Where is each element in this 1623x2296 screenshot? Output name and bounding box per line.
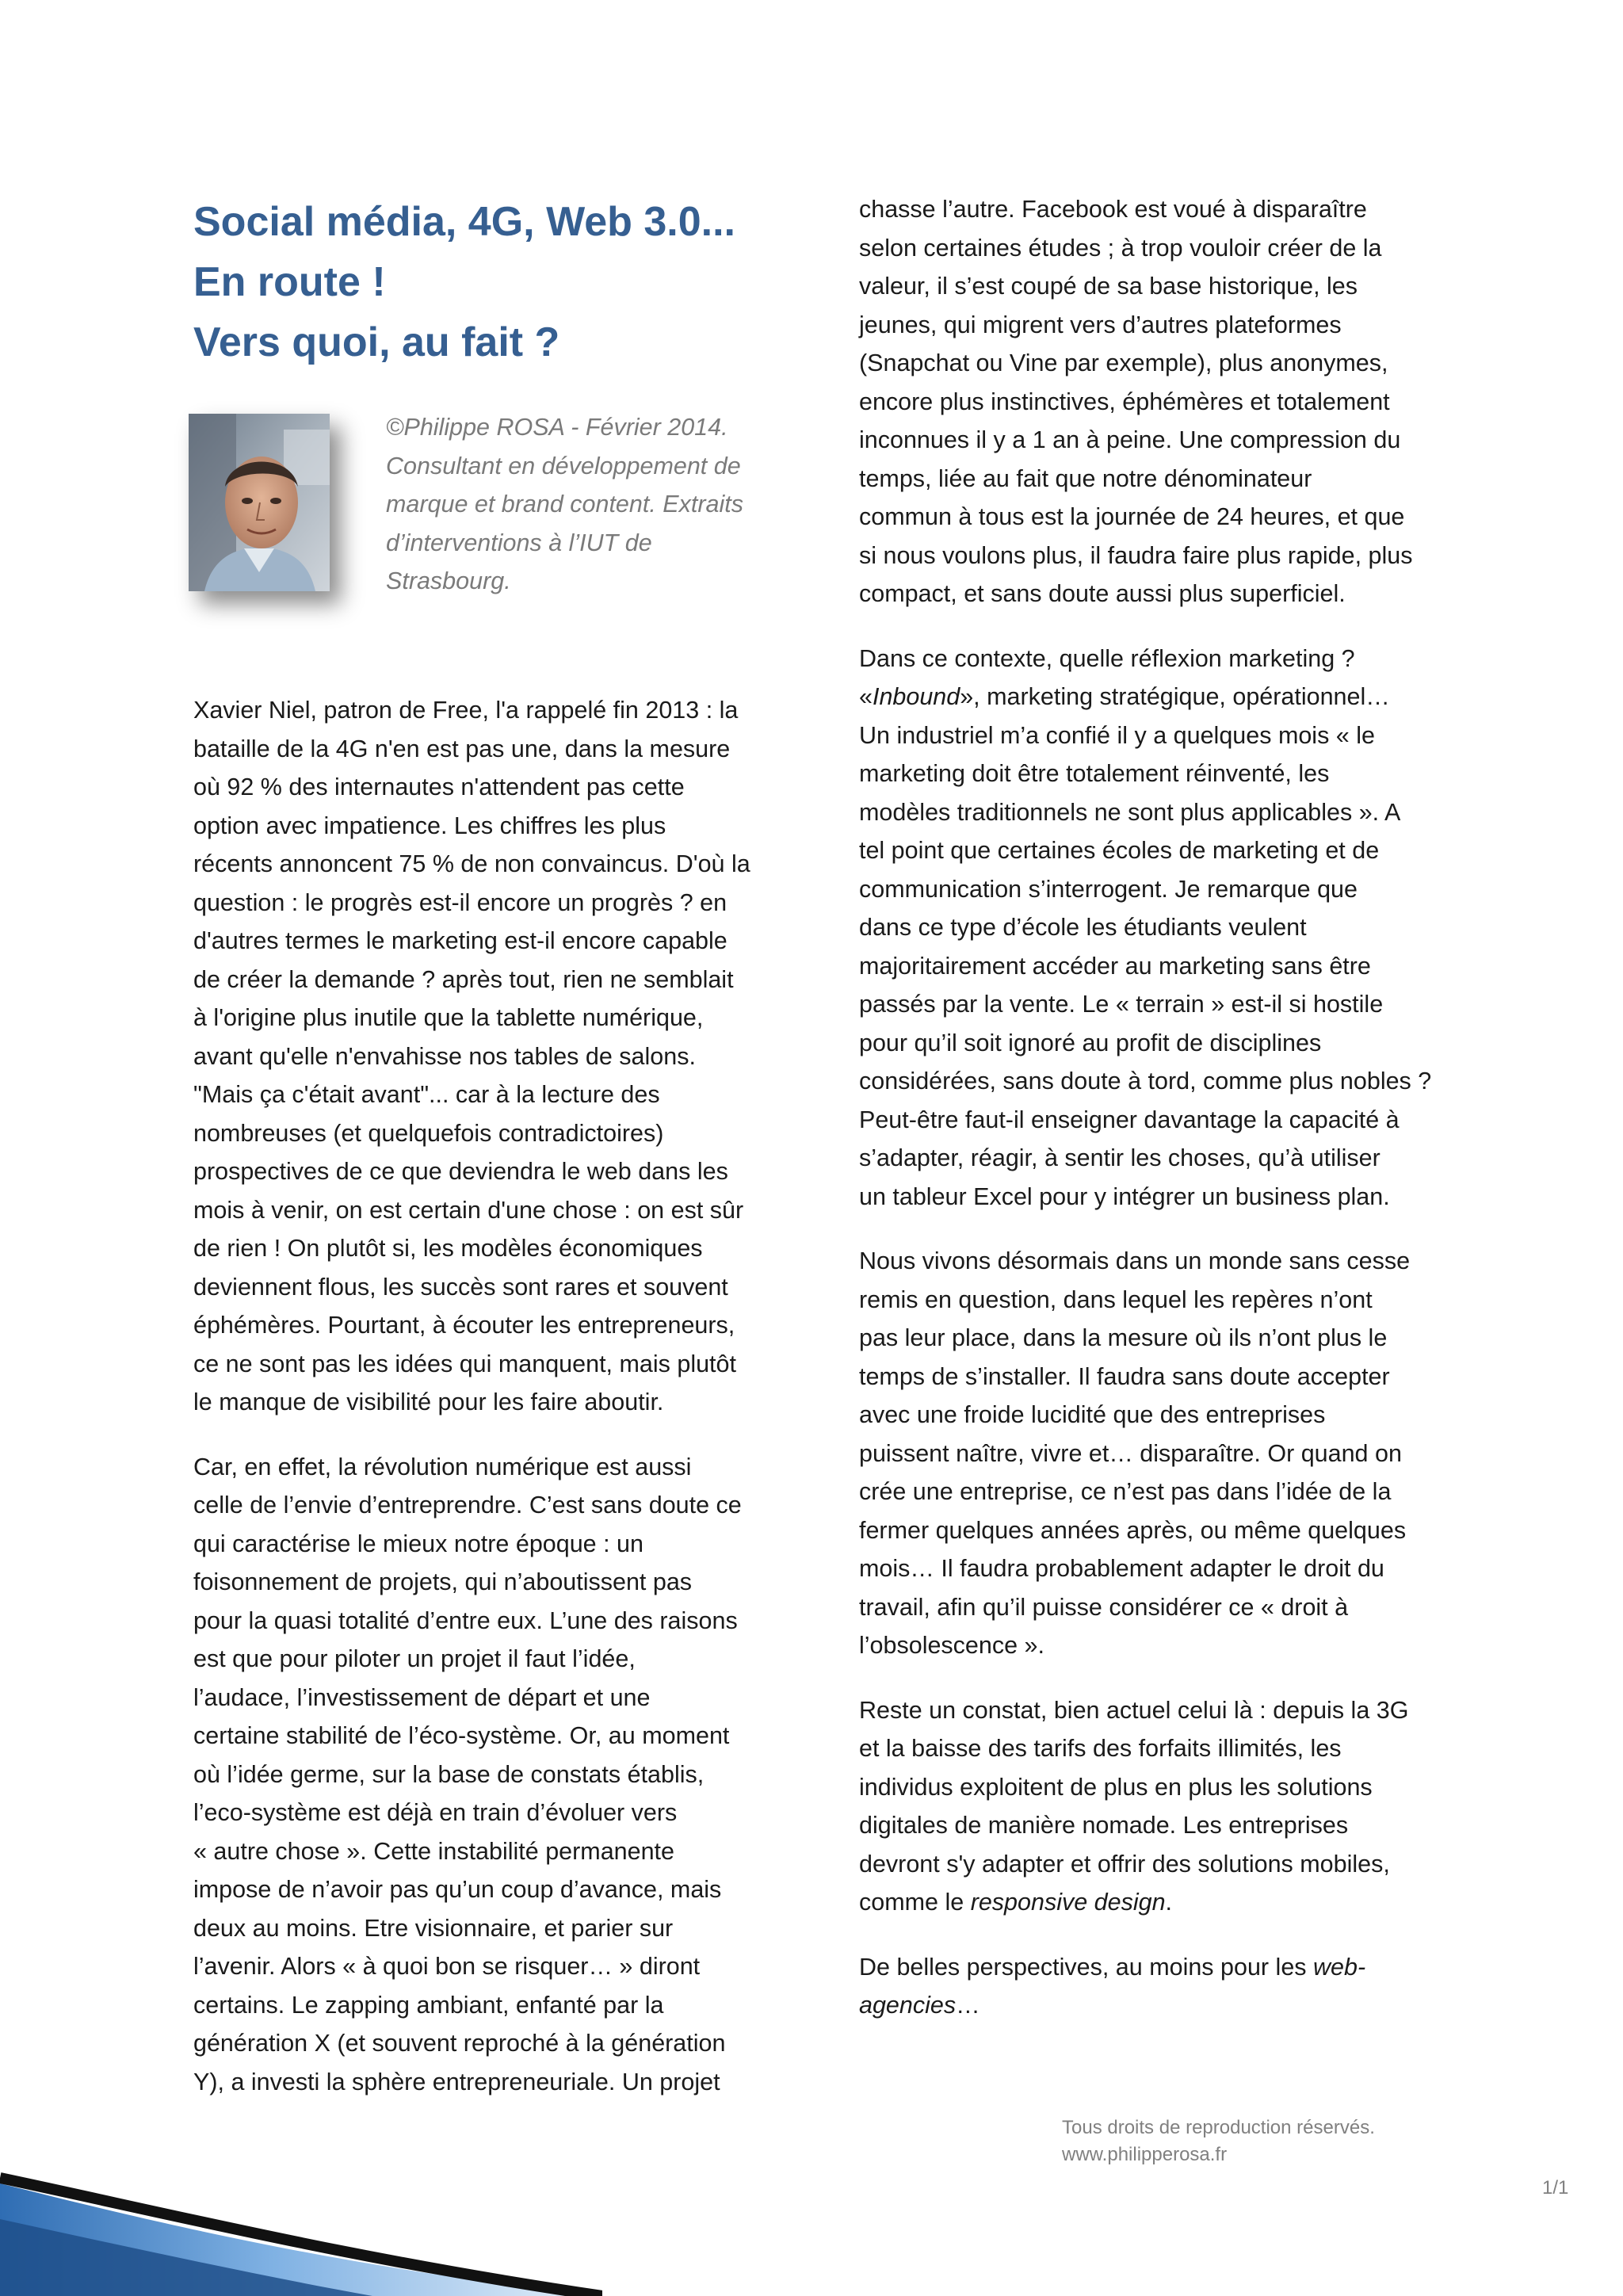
text-line: celle de l’envie d’entreprendre. C’est sans doute ce (193, 1492, 742, 1519)
text-line: récents annoncent 75 % de non convaincus. D'où la (193, 850, 750, 877)
text-line: de créer la demande ? après tout, rien ne semblait (193, 965, 734, 993)
text-line: crée une entreprise, ce n’est pas dans l’idée de la (859, 1478, 1392, 1505)
text-line: où 92 % des internautes n'attendent pas cette (193, 774, 685, 800)
text-fragment: », marketing stratégique, opérationnel… (960, 683, 1390, 710)
credit-line: d’interventions à l’IUT de (386, 529, 652, 556)
text-line: ce ne sont pas les idées qui manquent, mais plutôt (193, 1350, 736, 1377)
text-line: compact, et sans doute aussi plus superficiel. (859, 580, 1346, 607)
title-line-3: Vers quoi, au fait ? (193, 319, 560, 365)
text-line: deux au moins. Etre visionnaire, et parier sur (193, 1914, 674, 1942)
text-line: où l’idée germe, sur la base de constats établis, (193, 1760, 705, 1788)
text-line: Nous vivons désormais dans un monde sans cesse (859, 1247, 1411, 1274)
text-line: "Mais ça c'était avant"... car à la lecture des (193, 1081, 660, 1108)
text-line: « autre chose ». Cette instabilité permanente (193, 1837, 674, 1865)
text-line: valeur, il s’est coupé de sa base historique, les (859, 273, 1358, 300)
text-line: question : le progrès est-il encore un progrès ? en (193, 888, 727, 916)
title-line-1: Social média, 4G, Web 3.0... (193, 199, 735, 245)
paragraph (859, 1242, 1445, 1665)
text-line: certains. Le zapping ambiant, enfanté par la (193, 1991, 664, 2019)
text-line: d'autres termes le marketing est-il encore capable (193, 927, 727, 954)
text-line: pas leur place, dans la mesure où ils n’ont plus le (859, 1324, 1388, 1351)
right-column (859, 190, 1445, 2051)
text-line: certaine stabilité de l’éco-système. Or, au moment (193, 1722, 730, 1749)
text-line: option avec impatience. Les chiffres les plus (193, 812, 666, 839)
text-line: tel point que certaines écoles de marketing et de (859, 837, 1380, 864)
text-fragment: … (956, 1992, 980, 2019)
text-line: à l'origine plus inutile que la tablette numérique, (193, 1004, 704, 1031)
text-line: éphémères. Pourtant, à écouter les entrepreneurs, (193, 1312, 735, 1339)
footer-rights (1062, 2115, 1375, 2168)
text-line: Xavier Niel, patron de Free, l'a rappelé fin 2013 : la (193, 697, 739, 724)
credit-line: marque et brand content. Extraits (386, 491, 743, 518)
text-fragment: . (1165, 1889, 1173, 1916)
paragraph (193, 691, 780, 1422)
quote-open: « (859, 683, 873, 710)
paragraph (859, 640, 1445, 1217)
text-line (859, 1948, 1445, 1987)
text-line: considérées, sans doute à tord, comme plus nobles ? (859, 1068, 1432, 1095)
text-line: individus exploitent de plus en plus les solutions (859, 1773, 1373, 1801)
text-line: l’avenir. Alors « à quoi bon se risquer… » diront (193, 1953, 701, 1980)
text-line: qui caractérise le mieux notre époque : un (193, 1530, 643, 1557)
responsive-design-term: responsive design (970, 1889, 1166, 1916)
text-line: l’obsolescence ». (859, 1632, 1044, 1659)
text-line: génération X (et souvent reproché à la génération (193, 2030, 726, 2057)
text-line: prospectives de ce que deviendra le web dans les (193, 1158, 728, 1185)
text-line: selon certaines études ; à trop vouloir créer de la (859, 234, 1382, 262)
text-line: Dans ce contexte, quelle réflexion marketing ? (859, 644, 1355, 672)
web-agencies-term: web- (1313, 1953, 1366, 1981)
text-line: devront s'y adapter et offrir des solutions mobiles, (859, 1850, 1390, 1878)
web-agencies-term: agencies (859, 1992, 957, 2019)
inbound-term: Inbound (872, 683, 960, 710)
text-line: deviennent flous, les succès sont rares et souvent (193, 1273, 728, 1301)
decorative-swoosh (0, 2172, 602, 2296)
text-line: temps de s’installer. Il faudra sans doute accepter (859, 1362, 1390, 1390)
page-number: 1/1 (1542, 2177, 1569, 2199)
left-column (193, 691, 780, 2127)
text-line (859, 1986, 1445, 2025)
article-title (193, 192, 796, 372)
text-line: dans ce type d’école les étudiants veulent (859, 914, 1307, 941)
author-portrait-photo (189, 414, 330, 591)
text-line: passés par la vente. Le « terrain » est-il si hostile (859, 991, 1384, 1018)
text-line: nombreuses (et quelquefois contradictoires) (193, 1119, 664, 1147)
text-line: pour la quasi totalité d’entre eux. L’une des raisons (193, 1606, 738, 1634)
text-line: et la baisse des tarifs des forfaits illimités, les (859, 1735, 1342, 1762)
credit-line: ©Philippe ROSA - Février 2014. (386, 414, 728, 441)
text-line: marketing doit être totalement réinventé, les (859, 760, 1330, 787)
credit-line: Strasbourg. (386, 567, 511, 594)
text-line (859, 678, 1445, 716)
text-line: avant qu'elle n'envahisse nos tables de salons. (193, 1042, 696, 1070)
author-credit (386, 408, 782, 601)
text-line: Peut-être faut-il enseigner davantage la capacité à (859, 1106, 1400, 1133)
text-line: Reste un constat, bien actuel celui là : depuis la 3G (859, 1696, 1409, 1724)
text-line: commun à tous est la journée de 24 heures, et que (859, 503, 1405, 530)
paragraph (859, 1948, 1445, 2025)
text-line: mois à venir, on est certain d'une chose : on est sûr (193, 1196, 744, 1224)
text-line: puissent naître, vivre et… disparaître. Or quand on (859, 1439, 1402, 1467)
text-line: Y), a investi la sphère entrepreneuriale. Un projet (193, 2068, 720, 2095)
text-line: avec une froide lucidité que des entreprises (859, 1401, 1326, 1428)
text-line: communication s’interrogent. Je remarque que (859, 875, 1358, 903)
text-line: inconnues il y a 1 an à peine. Une compression du (859, 426, 1401, 453)
paragraph (859, 1691, 1445, 1922)
website-url[interactable]: www.philipperosa.fr (1062, 2144, 1228, 2165)
text-line: mois… Il faudra probablement adapter le droit du (859, 1555, 1384, 1582)
paragraph (193, 1448, 780, 2102)
text-line: remis en question, dans lequel les repères n’ont (859, 1286, 1373, 1313)
text-line: est que pour piloter un projet il faut l’idée, (193, 1645, 636, 1672)
rights-notice: Tous droits de reproduction réservés. (1062, 2117, 1375, 2138)
text-line: digitales de manière nomade. Les entreprises (859, 1812, 1349, 1839)
text-line: impose de n’avoir pas qu’un coup d’avance, mais (193, 1876, 722, 1903)
text-line: de rien ! On plutôt si, les modèles économiques (193, 1235, 703, 1262)
text-line: chasse l’autre. Facebook est voué à disparaître (859, 196, 1367, 223)
text-line: travail, afin qu’il puisse considérer ce « droit à (859, 1593, 1349, 1621)
text-line: si nous voulons plus, il faudra faire plus rapide, plus (859, 541, 1413, 569)
text-line: fermer quelques années après, ou même quelques (859, 1516, 1407, 1544)
text-line (859, 1883, 1445, 1922)
text-line: jeunes, qui migrent vers d’autres plateformes (859, 311, 1342, 338)
text-line: le manque de visibilité pour les faire aboutir. (193, 1389, 664, 1415)
portrait-illustration (189, 414, 330, 591)
text-line: un tableur Excel pour y intégrer un business plan. (859, 1182, 1390, 1210)
text-fragment: comme le (859, 1889, 971, 1916)
text-fragment: De belles perspectives, au moins pour les (859, 1953, 1314, 1981)
text-line: encore plus instinctives, éphémères et totalement (859, 388, 1390, 415)
text-line: pour qu’il soit ignoré au profit de disciplines (859, 1029, 1322, 1056)
text-line: majoritairement accéder au marketing sans être (859, 952, 1371, 980)
text-line: s’adapter, réagir, à sentir les choses, qu’à utiliser (859, 1144, 1381, 1171)
text-line: Un industriel m’a confié il y a quelques mois « le (859, 721, 1375, 749)
credit-line: Consultant en développement de (386, 452, 741, 479)
text-line: l’audace, l’investissement de départ et une (193, 1683, 651, 1711)
text-line: l’eco-système est déjà en train d’évoluer vers (193, 1799, 678, 1826)
text-line: Car, en effet, la révolution numérique est aussi (193, 1453, 692, 1480)
text-line: (Snapchat ou Vine par exemple), plus anonymes, (859, 350, 1388, 376)
title-line-2: En route ! (193, 259, 386, 305)
text-line: temps, liée au fait que notre dénominateur (859, 464, 1312, 492)
text-line: bataille de la 4G n'en est pas une, dans la mesure (193, 735, 731, 762)
text-line: foisonnement de projets, qui n’aboutissent pas (193, 1568, 693, 1595)
text-line: modèles traditionnels ne sont plus applicables ». A (859, 798, 1401, 826)
paragraph (859, 190, 1445, 613)
